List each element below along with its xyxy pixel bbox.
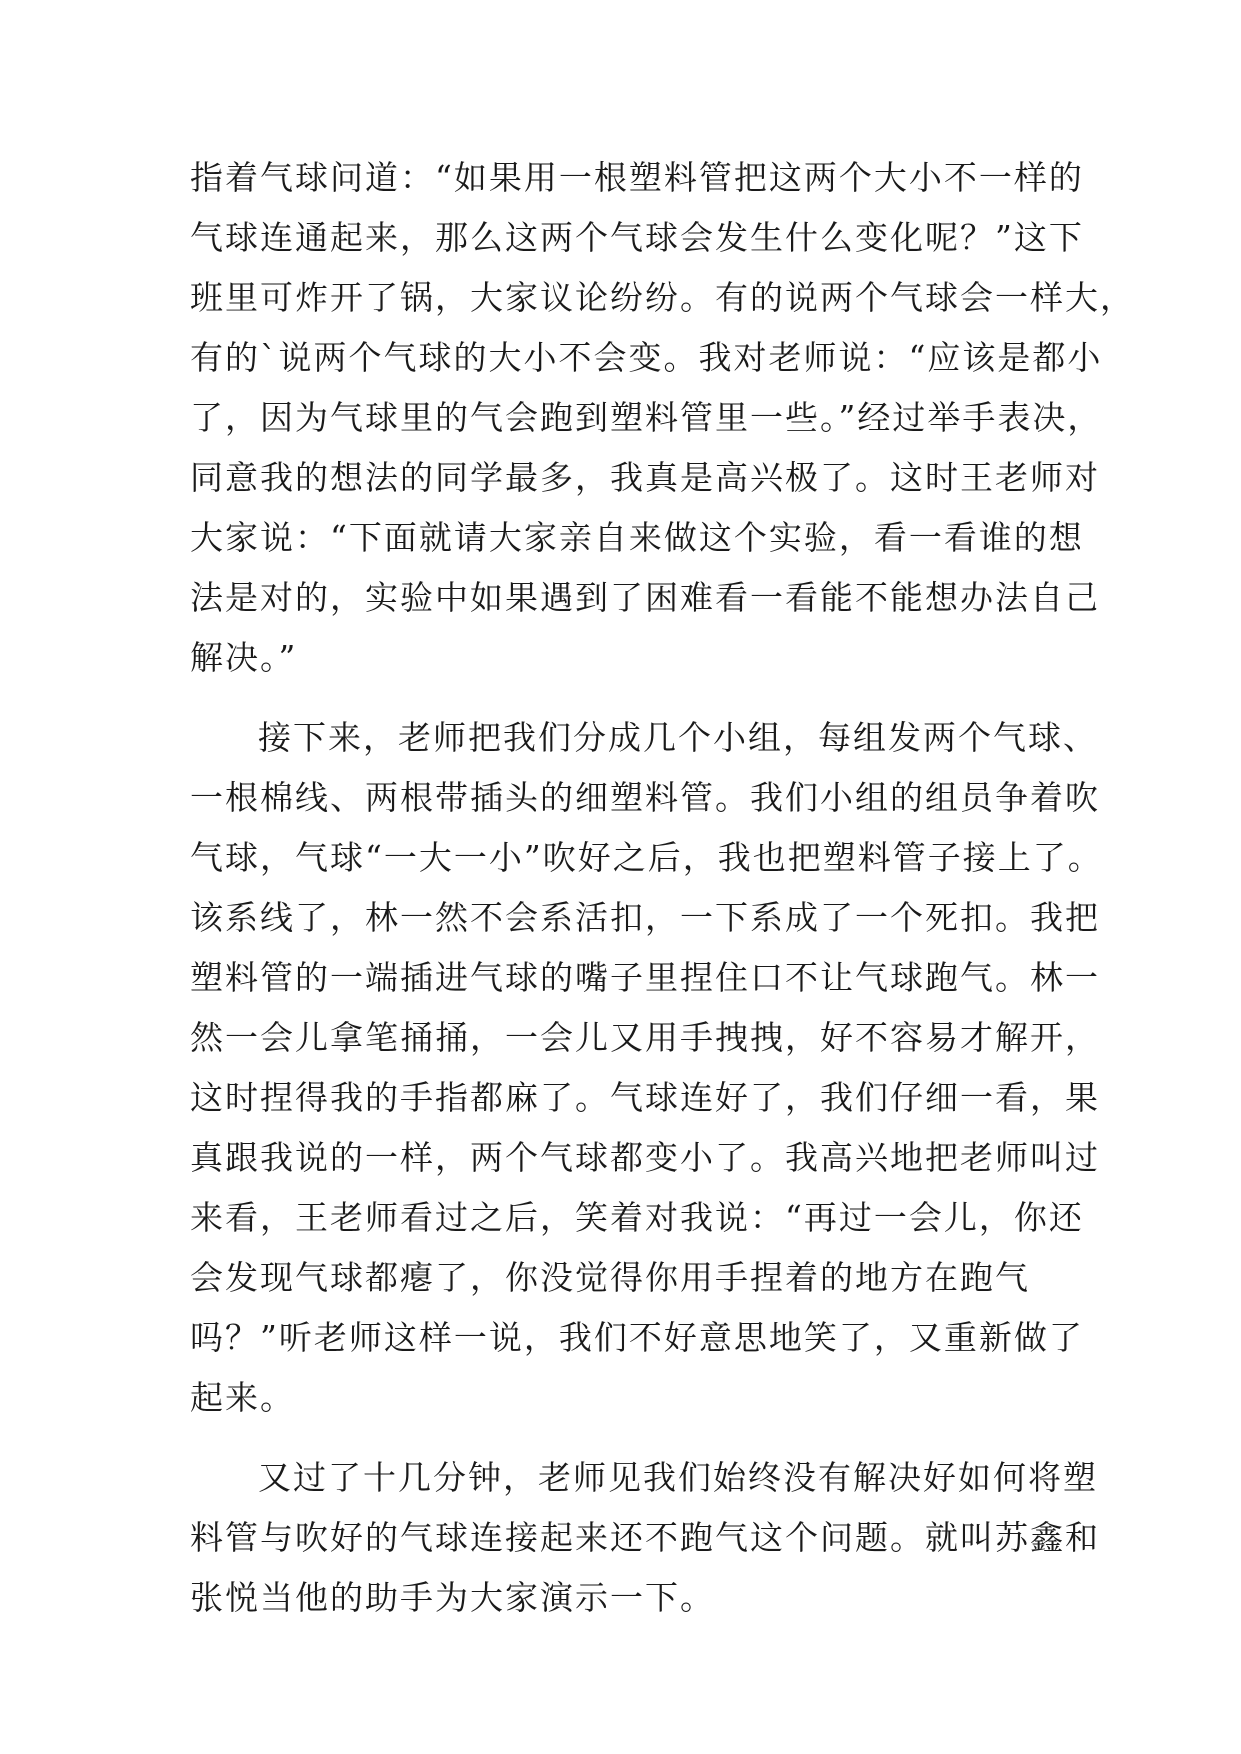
- paragraph-line: 吗？”听老师这样一说，我们不好意思地笑了，又重新做了: [190, 1318, 1084, 1357]
- paragraph-3: [190, 1448, 1100, 1628]
- paragraph-line: 了，因为气球里的气会跑到塑料管里一些。”经过举手表决，: [190, 398, 1103, 437]
- paragraph-line: 法是对的，实验中如果遇到了困难看一看能不能想办法自己: [190, 578, 1100, 617]
- paragraph-spacer: [190, 688, 1070, 708]
- paragraph-line: 同意我的想法的同学最多，我真是高兴极了。这时王老师对: [190, 458, 1100, 497]
- paragraph-line: 起来。: [190, 1378, 295, 1417]
- paragraph-line: 真跟我说的一样，两个气球都变小了。我高兴地把老师叫过: [190, 1138, 1100, 1177]
- paragraph-line: 大家说：“下面就请大家亲自来做这个实验，看一看谁的想: [190, 518, 1084, 557]
- paragraph-line: 班里可炸开了锅，大家议论纷纷。有的说两个气球会一样大，: [190, 278, 1135, 317]
- paragraph-line: 然一会儿拿笔捅捅，一会儿又用手拽拽，好不容易才解开，: [190, 1018, 1100, 1057]
- paragraph-line: 该系线了，林一然不会系活扣，一下系成了一个死扣。我把: [190, 898, 1100, 937]
- paragraph-line: 气球，气球“一大一小”吹好之后，我也把塑料管子接上了。: [190, 838, 1103, 877]
- document-body: [190, 148, 1135, 1628]
- paragraph-line: 会发现气球都瘪了，你没觉得你用手捏着的地方在跑气: [190, 1258, 1030, 1297]
- paragraph-line: 张悦当他的助手为大家演示一下。: [190, 1578, 715, 1617]
- paragraph-2: [190, 708, 1103, 1428]
- paragraph-line: 这时捏得我的手指都麻了。气球连好了，我们仔细一看，果: [190, 1078, 1100, 1117]
- paragraph-line: 来看，王老师看过之后，笑着对我说：“再过一会儿，你还: [190, 1198, 1084, 1237]
- paragraph-line: 一根棉线、两根带插头的细塑料管。我们小组的组员争着吹: [190, 778, 1100, 817]
- paragraph-line: 有的`说两个气球的大小不会变。我对老师说：“应该是都小: [190, 338, 1103, 377]
- paragraph-spacer: [190, 1428, 1070, 1448]
- paragraph-line: 指着气球问道：“如果用一根塑料管把这两个大小不一样的: [190, 158, 1084, 197]
- paragraph-line: 料管与吹好的气球连接起来还不跑气这个问题。就叫苏鑫和: [190, 1518, 1100, 1557]
- paragraph-line: 又过了十几分钟，老师见我们始终没有解决好如何将塑: [258, 1458, 1098, 1497]
- paragraph-1: [190, 148, 1135, 688]
- paragraph-line: 解决。”: [190, 638, 298, 677]
- paragraph-line: 接下来，老师把我们分成几个小组，每组发两个气球、: [258, 718, 1098, 757]
- paragraph-line: 气球连通起来，那么这两个气球会发生什么变化呢？”这下: [190, 218, 1084, 257]
- paragraph-line: 塑料管的一端插进气球的嘴子里捏住口不让气球跑气。林一: [190, 958, 1100, 997]
